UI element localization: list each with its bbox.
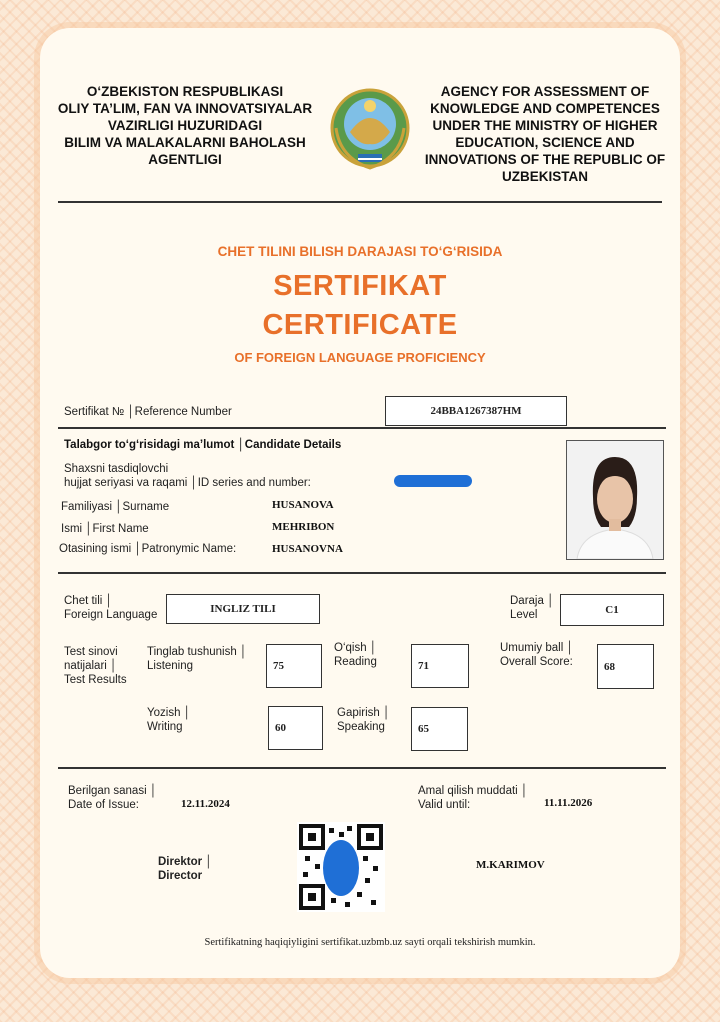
first-name-label: Ismi │First Name xyxy=(61,523,149,535)
title-sertifikat: SERTIFIKAT xyxy=(273,270,447,302)
director-name: M.KARIMOV xyxy=(476,859,545,871)
language-value: INGLIZ TILI xyxy=(166,594,320,624)
speaking-label-1: Gapirish │ xyxy=(337,707,391,719)
patronymic-label: Otasining ismi │Patronymic Name: xyxy=(59,543,237,555)
divider-1 xyxy=(58,427,666,429)
listening-label-1: Tinglab tushunish │ xyxy=(147,646,248,658)
overall-label-1: Umumiy ball │ xyxy=(500,642,574,654)
listening-score: 75 xyxy=(266,644,322,688)
verification-note: Sertifikatning haqiqiyligini sertifikat.uzbmb.uz sayti orqali tekshirish mumkin. xyxy=(204,937,536,948)
issue-label-2: Date of Issue: xyxy=(68,799,139,811)
first-name-value: MEHRIBON xyxy=(272,521,335,533)
candidate-photo xyxy=(566,440,664,560)
id-label-2: hujjat seriyasi va raqami │ID series and number: xyxy=(64,477,311,489)
director-label-2: Director xyxy=(158,870,203,882)
title-certificate: CERTIFICATE xyxy=(262,309,458,341)
redacted-id-number xyxy=(394,475,472,487)
writing-label-1: Yozish │ xyxy=(147,707,191,719)
reference-label: Sertifikat № │Reference Number xyxy=(64,406,232,418)
listening-label-2: Listening xyxy=(147,660,194,672)
id-label-1: Shaxsni tasdiqlovchi xyxy=(64,463,169,475)
reading-score: 71 xyxy=(411,644,469,688)
overall-score: 68 xyxy=(597,644,654,689)
director-label-1: Direktor │ xyxy=(158,856,213,868)
language-label-1: Chet tili │ xyxy=(64,595,113,607)
header-right-en: AGENCY FOR ASSESSMENT OF KNOWLEDGE AND COMPETENCES UNDER THE MINISTRY OF HIGHER EDUCATION, SCIENCE AND INNOVATIONS OF THE REPUBLIC OF UZBEKISTAN xyxy=(424,84,666,184)
header-divider xyxy=(58,201,662,203)
results-label-1: Test sinovi xyxy=(64,646,118,658)
divider-2 xyxy=(58,572,666,574)
results-label-3: Test Results xyxy=(64,674,127,686)
speaking-label-2: Speaking xyxy=(337,721,385,733)
surname-value: HUSANOVA xyxy=(272,499,334,511)
candidate-section-title: Talabgor to‘g‘risidagi ma’lumot │Candidate Details xyxy=(64,439,342,451)
overall-label-2: Overall Score: xyxy=(500,656,573,668)
valid-date: 11.11.2026 xyxy=(544,797,593,809)
qr-code xyxy=(297,822,385,912)
state-emblem xyxy=(328,84,412,172)
valid-label-2: Valid until: xyxy=(418,799,471,811)
surname-label: Familiyasi │Surname xyxy=(61,501,170,513)
level-value: C1 xyxy=(560,594,664,626)
header-left-uz: O‘ZBEKISTON RESPUBLIKASI OLIY TA’LIM, FAN VA INNOVATSIYALAR VAZIRLIGI HUZURIDAGI BILIM VA MALAKALARNI BAHOLASH AGENTLIGI xyxy=(57,84,313,167)
reading-label-1: O‘qish │ xyxy=(334,642,377,654)
writing-score: 60 xyxy=(268,706,323,750)
reference-number: 24BBA1267387HM xyxy=(385,396,567,426)
speaking-score: 65 xyxy=(411,707,468,751)
patronymic-value: HUSANOVNA xyxy=(272,543,343,555)
language-label-2: Foreign Language xyxy=(64,609,158,621)
reading-label-2: Reading xyxy=(334,656,377,668)
issue-date: 12.11.2024 xyxy=(181,798,230,810)
writing-label-2: Writing xyxy=(147,721,183,733)
level-label-2: Level xyxy=(510,609,538,621)
title-subtitle-top: CHET TILINI BILISH DARAJASI TO‘G‘RISIDA xyxy=(217,244,503,259)
issue-label-1: Berilgan sanasi │ xyxy=(68,785,158,797)
divider-3 xyxy=(58,767,666,769)
results-label-2: natijalari │ xyxy=(64,660,118,672)
title-subtitle-bottom: OF FOREIGN LANGUAGE PROFICIENCY xyxy=(234,350,486,365)
level-label-1: Daraja │ xyxy=(510,595,555,607)
valid-label-1: Amal qilish muddati │ xyxy=(418,785,529,797)
